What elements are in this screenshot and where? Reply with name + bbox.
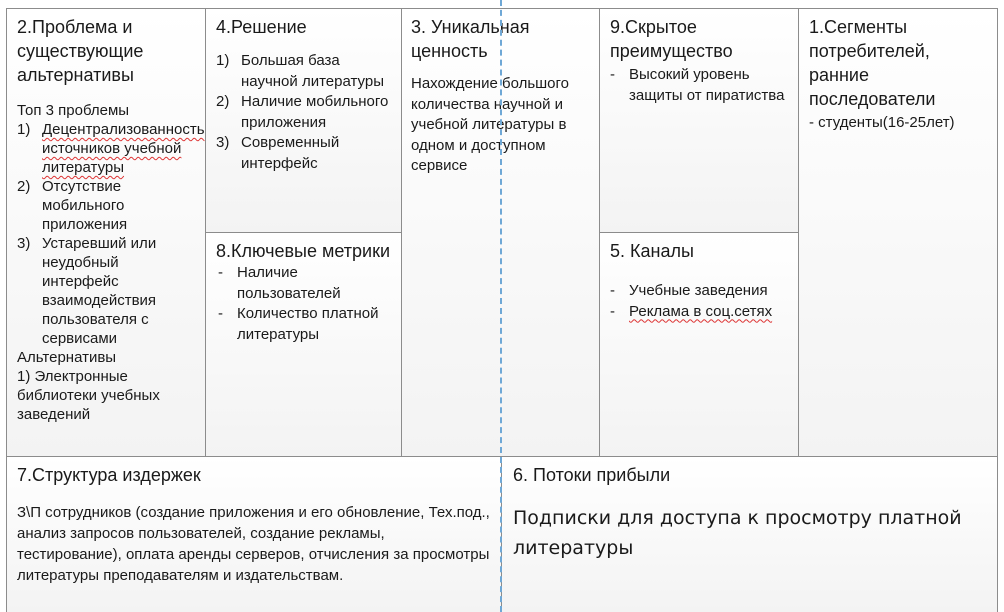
list-item: - Наличие пользователей xyxy=(218,264,341,302)
solution-cell xyxy=(205,8,402,233)
advantage-cell xyxy=(599,8,799,233)
channels-list xyxy=(610,281,792,322)
solution-list xyxy=(216,51,393,174)
value-title: 3. Уникальная ценность xyxy=(411,17,530,61)
list-item: 1) Большая база научной литературы xyxy=(216,52,384,90)
segments-cell xyxy=(798,8,998,457)
channels-title: 5. Каналы xyxy=(610,241,694,261)
segments-text: - студенты(16-25лет) xyxy=(809,114,955,131)
advantage-title: 9.Скрытое преимущество xyxy=(610,17,733,61)
list-item: - Высокий уровень защиты от пиратиства xyxy=(610,66,785,104)
solution-title: 4.Решение xyxy=(216,17,307,37)
list-item: 1) Децентрализованность источников учебной литературы xyxy=(17,121,205,176)
list-item: 3) Устаревший или неудобный интерфейс взаимодействия пользователя с сервисами xyxy=(17,235,157,347)
list-item: - Количество платной литературы xyxy=(218,305,379,343)
problem-top-label: Топ 3 проблемы xyxy=(17,102,130,119)
problem-alt-label: Альтернативы xyxy=(17,349,117,366)
costs-cell xyxy=(6,456,502,612)
channels-cell xyxy=(599,232,799,457)
metrics-list xyxy=(218,263,393,345)
segments-title: 1.Сегменты потребителей, ранние последователи xyxy=(809,17,936,109)
advantage-list xyxy=(610,65,792,106)
list-item: - Учебные заведения xyxy=(610,282,768,299)
problem-title: 2.Проблема и существующие альтернативы xyxy=(17,17,144,85)
center-guide-line xyxy=(500,0,502,612)
problem-cell xyxy=(6,8,206,457)
list-item: 3) Современный интерфейс xyxy=(216,134,340,172)
list-item: 2) Наличие мобильного приложения xyxy=(216,93,389,131)
revenue-cell xyxy=(501,456,998,612)
problem-alt-text: 1) Электронные библиотеки учебных заведений xyxy=(17,368,160,423)
metrics-title: 8.Ключевые метрики xyxy=(216,241,391,261)
costs-title: 7.Структура издержек xyxy=(17,465,201,485)
list-item: 2) Отсутствие мобильного приложения xyxy=(17,178,128,233)
value-text: Нахождение большого количества научной и учебной литературы в одном и доступном сервисе xyxy=(411,75,570,174)
costs-text: З\П сотрудников (создание приложения и его обновление, Тех.под., анализ запросов пользователей, создание рекламы, тестирование), оплата аренды серверов, отчисления за просмотры литературы преподавателям и издательствам. xyxy=(17,504,490,584)
list-item: - Реклама в соц.сетях xyxy=(610,302,773,320)
metrics-cell xyxy=(205,232,402,457)
problem-list xyxy=(17,120,205,348)
revenue-text: Подписки для доступа к просмотру платной литературы xyxy=(513,507,962,559)
revenue-title: 6. Потоки прибыли xyxy=(513,465,671,485)
